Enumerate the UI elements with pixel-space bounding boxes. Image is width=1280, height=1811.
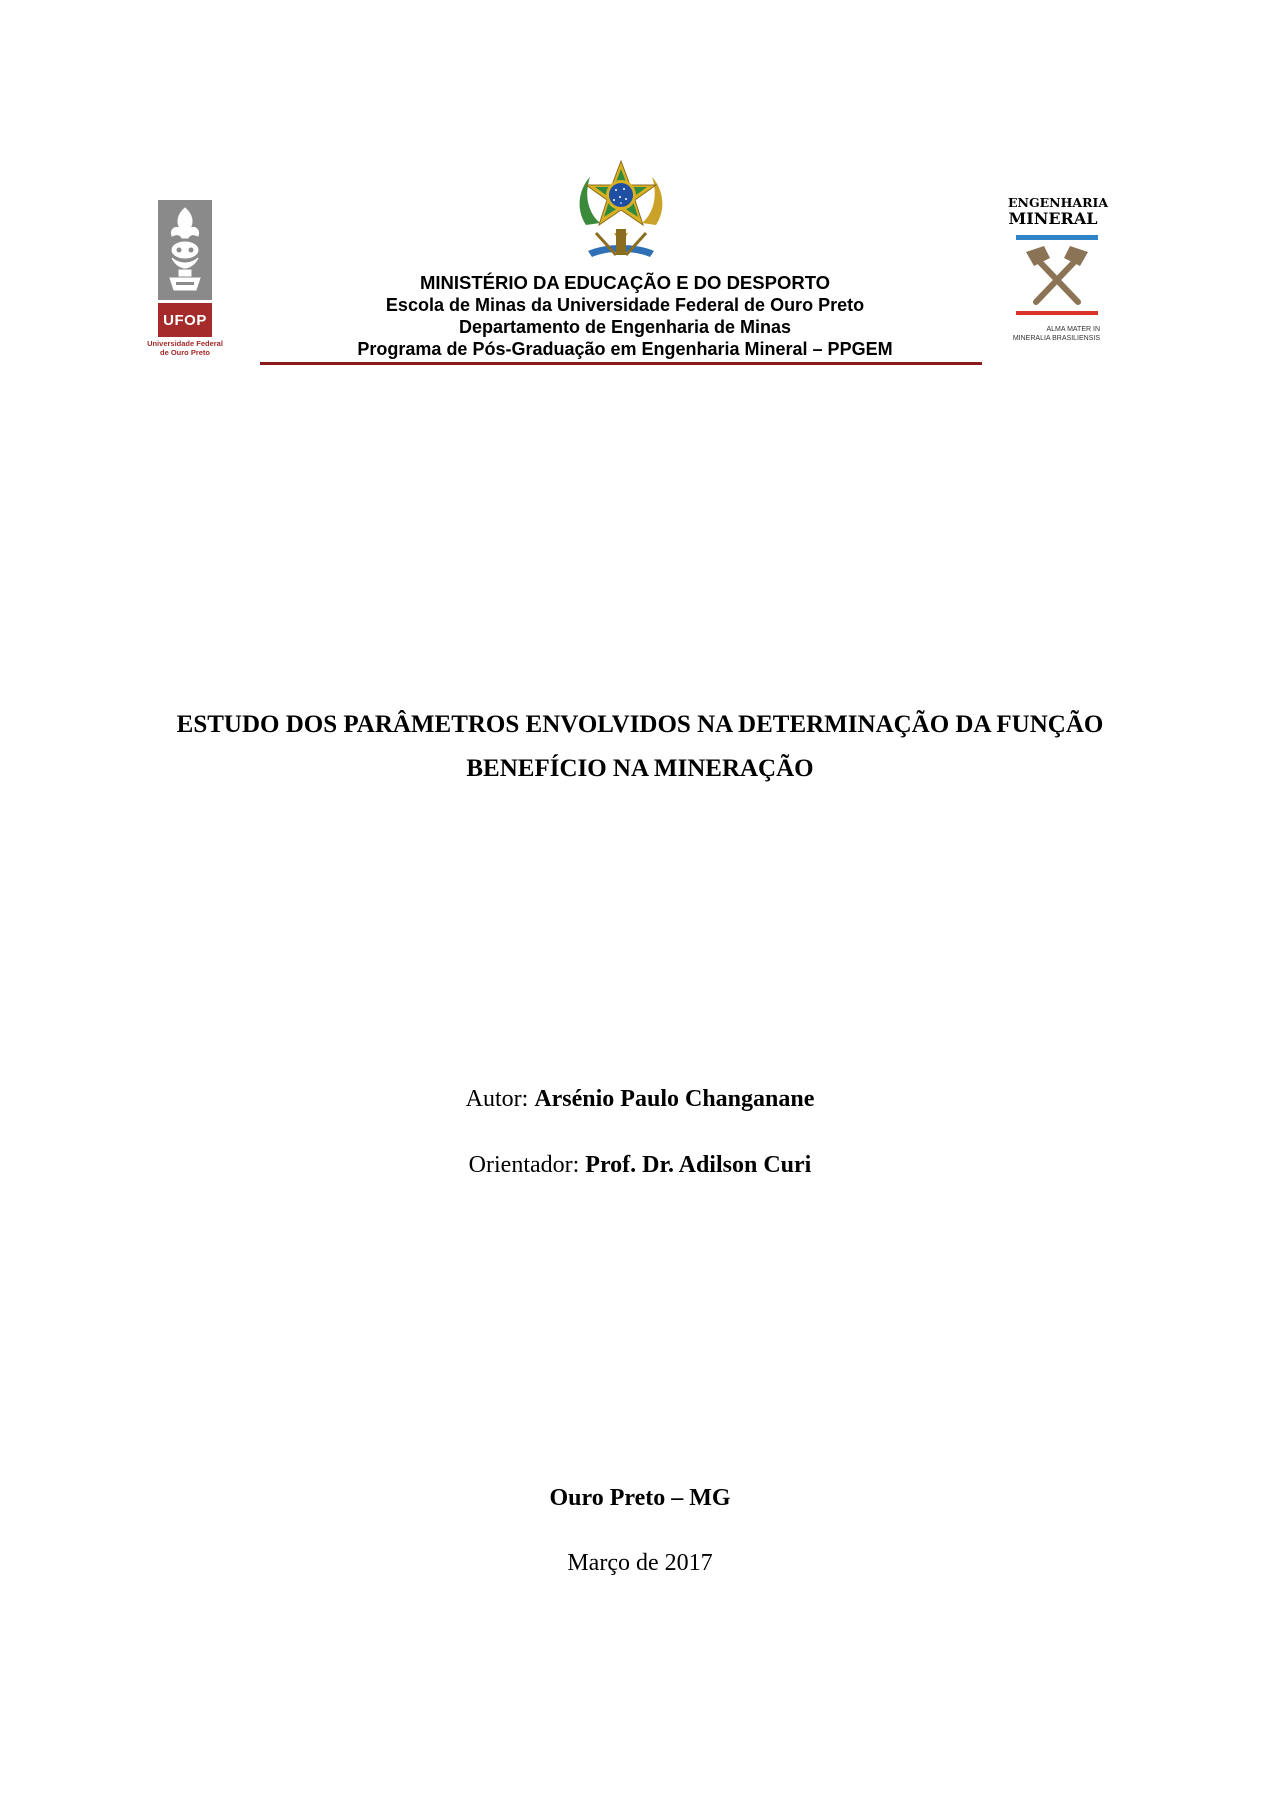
author-name: Arsénio Paulo Changanane [534,1086,815,1112]
em-logo-motto-line2: MINERALIA BRASILIENSIS [1012,335,1100,342]
advisor-label: Orientador: [468,1152,580,1178]
em-logo-title [1008,195,1109,228]
school-name: Escola de Minas da Universidade Federal de Ouro Preto [385,295,865,315]
advisor-line [140,1152,1140,1179]
ufop-caption [145,339,225,357]
brazil-coat-of-arms-icon [566,155,676,265]
engenharia-mineral-logo [1008,195,1109,356]
em-logo-title-line1: ENGENHARIA [1008,195,1109,210]
publication-date: Março de 2017 [567,1550,713,1576]
advisor-name: Prof. Dr. Adilson Curi [585,1152,812,1178]
em-logo-motto-line1: ALMA MATER IN [1046,326,1100,333]
document-title-line2: BENEFÍCIO NA MINERAÇÃO [466,755,814,782]
em-logo-motto [1008,325,1100,343]
em-logo-blue-bar [1016,235,1098,240]
department-name: Departamento de Engenharia de Minas [458,317,792,337]
ministry-name: MINISTÉRIO DA EDUCAÇÃO E DO DESPORTO [419,272,831,293]
crossed-hammers-icon [1024,244,1090,306]
ufop-emblem-icon [158,200,212,300]
em-logo-red-bar [1016,311,1098,315]
ufop-caption-line1: Universidade Federal [147,339,223,348]
ufop-caption-line2: de Ouro Preto [159,348,210,357]
document-title [140,703,1140,791]
em-logo-title-line2: MINERAL [1008,209,1098,228]
author-line [140,1086,1140,1113]
program-name: Programa de Pós-Graduação em Engenharia Mineral – PPGEM [357,339,893,359]
author-label: Autor: [465,1086,529,1112]
institution-header [300,272,950,360]
publication-place: Ouro Preto – MG [549,1485,731,1511]
ufop-badge: UFOP [158,303,212,337]
document-title-line1: ESTUDO DOS PARÂMETROS ENVOLVIDOS NA DETERMINAÇÃO DA FUNÇÃO [176,711,1104,738]
ufop-logo [145,200,225,360]
header-divider [260,362,982,365]
